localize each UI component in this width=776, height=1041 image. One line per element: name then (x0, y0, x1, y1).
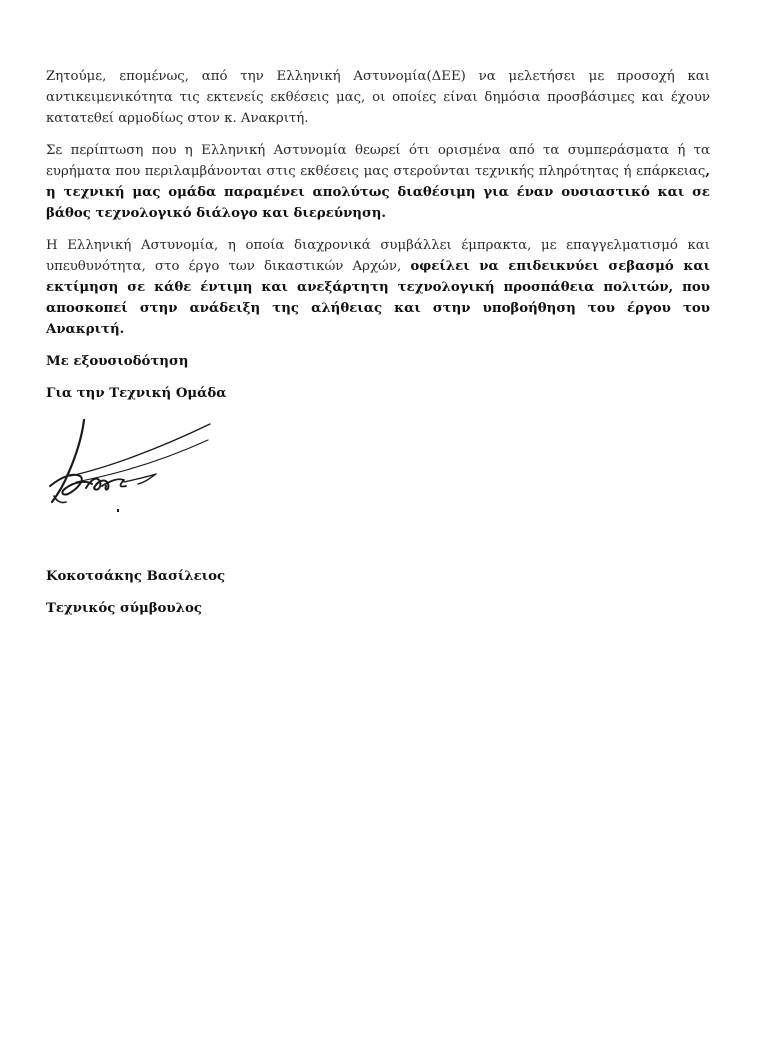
paragraph-respect-emphasis: οφείλει να επιδεικνύει σεβασμό και εκτίμηση σε κάθε έντιμη και ανεξάρτητη τεχνολογική προσπάθεια πολιτών, που αποσκοπεί στην ανάδειξη της αλήθειας και στην υποβοήθηση του έργου του Ανακριτή. (46, 259, 710, 337)
paragraph-respect (46, 235, 710, 340)
handwritten-signature-icon (46, 416, 214, 512)
letter-page (46, 66, 710, 619)
signer-role: Τεχνικός σύμβουλος (46, 601, 202, 616)
letter-body (46, 66, 710, 340)
closing-authorization: Με εξουσιοδότηση (46, 354, 189, 369)
signer-name: Κοκοτσάκης Βασίλειος (46, 569, 226, 584)
paragraph-availability-emphasis: , η τεχνική μας ομάδα παραμένει απολύτως διαθέσιμη για έναν ουσιαστικό και σε βάθος τεχνολογικό διάλογο και διερεύνηση. (46, 164, 710, 221)
closing-team: Για την Τεχνική Ομάδα (46, 386, 227, 401)
paragraph-request-text: Ζητούμε, επομένως, από την Ελληνική Αστυνομία(ΔΕΕ) να μελετήσει με προσοχή και αντικειμενικότητα τις εκτενείς εκθέσεις μας, οι οποίες είναι δημόσια προσβάσιμες και έχουν κατατεθεί αρμοδίως στον κ. Ανακριτή. (46, 69, 710, 126)
paragraph-request (46, 66, 710, 129)
paragraph-respect-text: Η Ελληνική Αστυνομία, η οποία διαχρονικά συμβάλλει έμπρακτα, με επαγγελματισμό και υπευθυνότητα, στο έργο των δικαστικών Αρχών, (46, 238, 710, 274)
paragraph-availability (46, 140, 710, 224)
paragraph-availability-text: Σε περίπτωση που η Ελληνική Αστυνομία θεωρεί ότι ορισμένα από τα συμπεράσματα ή τα ευρήματα που περιλαμβάνονται στις εκθέσεις μας στερούνται τεχνικής πληρότητας ή επάρκειας (46, 143, 710, 179)
